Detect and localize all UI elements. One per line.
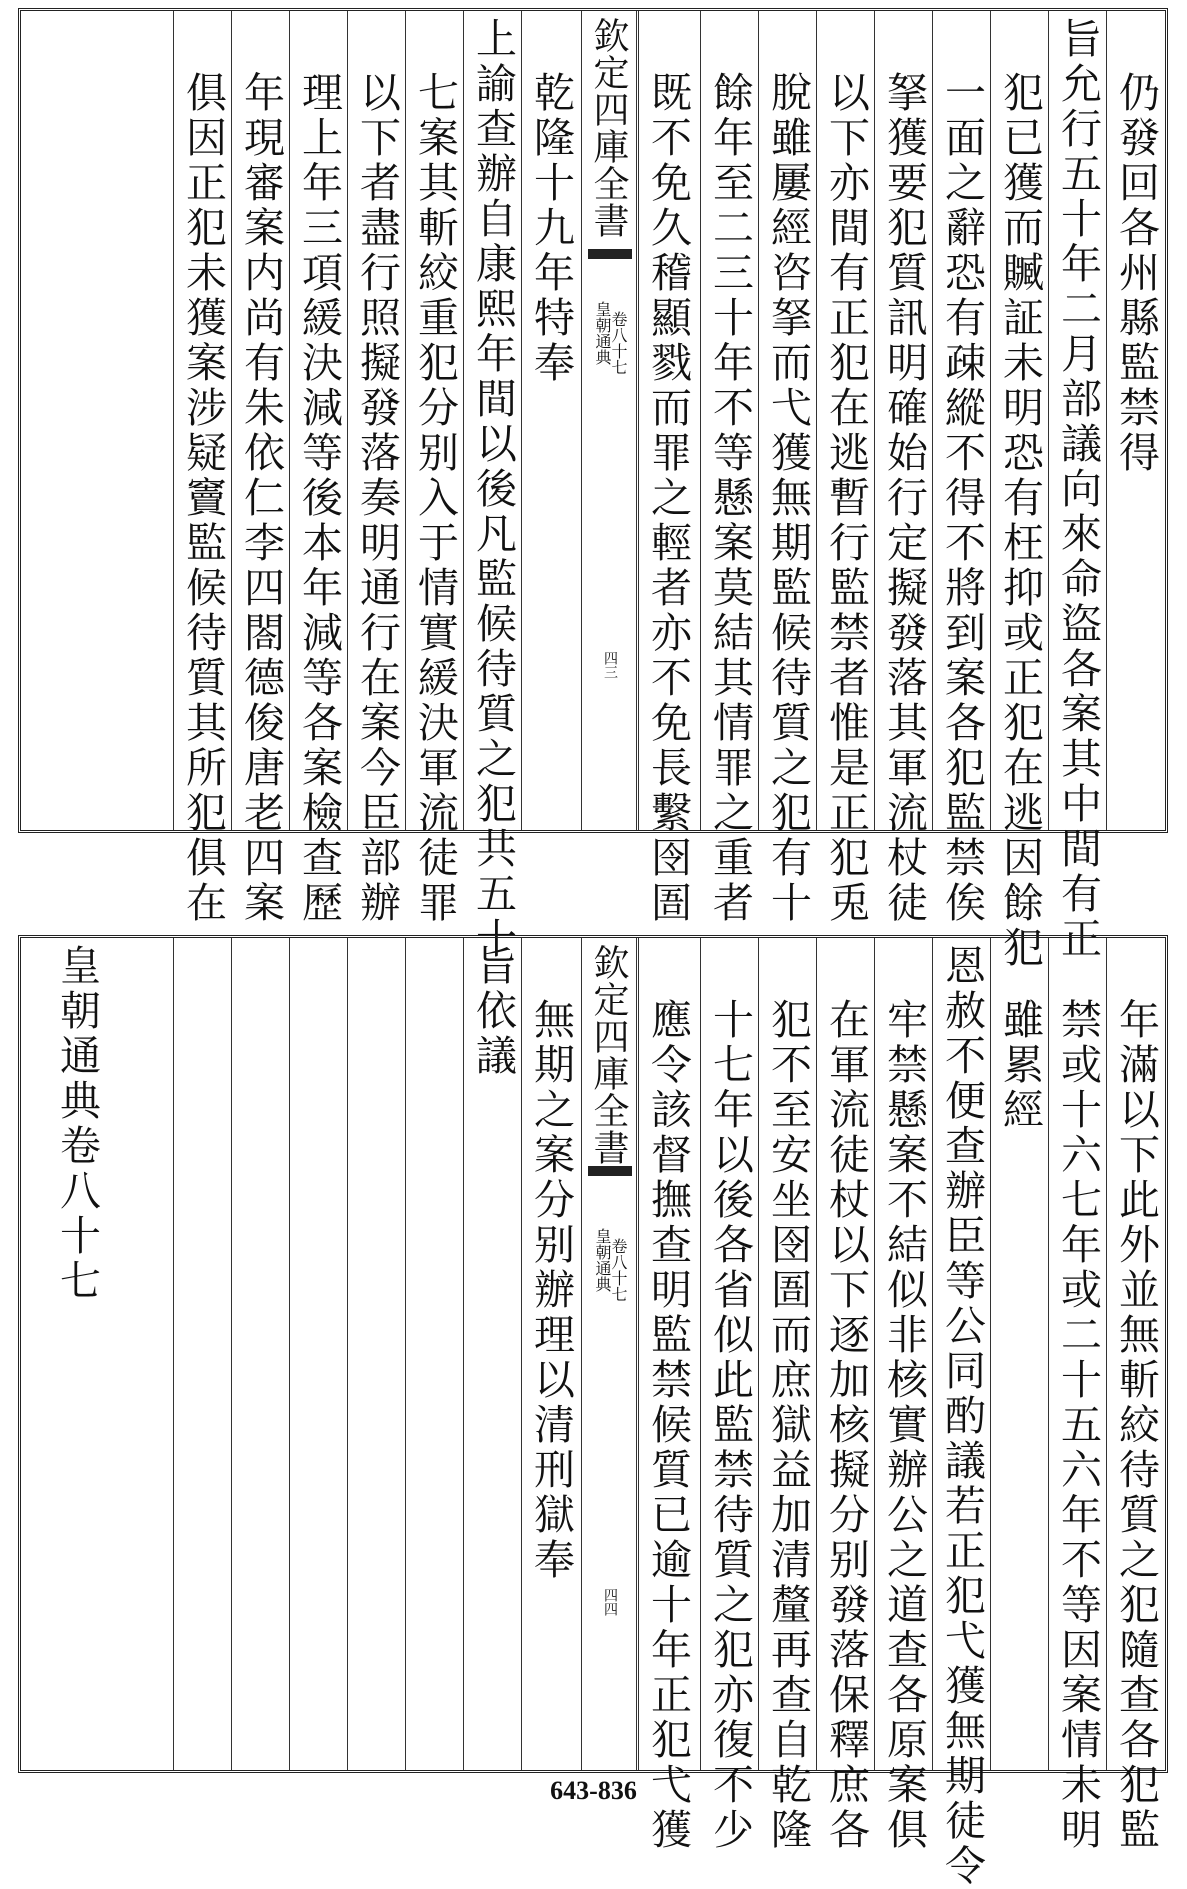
text-column xyxy=(1106,938,1164,1853)
column-text: 在軍流徒杖以下逐加核擬分别發落保釋庶各 xyxy=(822,998,870,1853)
volume-label: 卷八十七 xyxy=(609,311,628,375)
text-column xyxy=(289,11,347,926)
text-column xyxy=(990,11,1048,971)
text-column xyxy=(638,938,696,1853)
text-column xyxy=(1106,11,1164,830)
column-text: 乾隆十九年特奉 xyxy=(527,71,575,386)
column-text: 脫雖屢經咨拏而弋獲無期監候待質之犯有十 xyxy=(764,71,812,926)
column-text: 俱因正犯未獲案涉疑竇監候待質其所犯俱在 xyxy=(179,71,227,926)
column-text: 餘年至二三十年不等懸案莫結其情罪之重者 xyxy=(706,71,754,926)
column-text: 犯不至安坐囹圄而庶獄益加清釐再查自乾隆 xyxy=(764,998,812,1853)
fish-tail-mark xyxy=(588,249,632,259)
text-column xyxy=(990,938,1048,1770)
text-column xyxy=(816,11,874,926)
text-column xyxy=(700,11,758,926)
text-column xyxy=(758,938,816,1853)
column-text: 恩赦不便查辦臣等公同酌議若正犯弋獲無期徒令 xyxy=(938,944,986,1889)
column-text: 年現審案内尚有朱依仁李四閤德俊唐老四案 xyxy=(237,71,285,926)
folio-number: 四三 xyxy=(602,651,618,679)
book-subtitle: 皇朝通典 xyxy=(593,1228,612,1292)
book-subtitle: 皇朝通典 xyxy=(593,301,612,365)
column-text: 以下亦間有正犯在逃暫行監禁者惟是正犯兎 xyxy=(822,71,870,926)
column-text: 應令該督撫查明監禁候質已逾十年正犯弋獲 xyxy=(644,998,692,1853)
text-column xyxy=(289,938,347,1770)
text-column xyxy=(1048,11,1106,962)
column-text: 牢禁懸案不結似非核實辦公之道查各原案俱 xyxy=(880,998,928,1853)
text-column xyxy=(1048,938,1106,1853)
center-margin xyxy=(581,11,637,830)
center-margin xyxy=(581,938,637,1770)
page-number: 643-836 xyxy=(550,1776,637,1805)
column-text: 犯已獲而贓証未明恐有枉抑或正犯在逃因餘犯 xyxy=(996,71,1044,971)
text-column xyxy=(758,11,816,926)
column-text: 七案其斬絞重犯分别入于情實緩決軍流徒罪 xyxy=(411,71,459,926)
column-text: 年滿以下此外並無斬絞待質之犯隨查各犯監 xyxy=(1112,998,1160,1853)
text-column xyxy=(405,11,463,926)
text-column xyxy=(463,938,521,1770)
text-column xyxy=(347,11,405,926)
column-text: 十七年以後各省似此監禁待質之犯亦復不少 xyxy=(706,998,754,1853)
text-column xyxy=(173,11,231,926)
book-title: 欽定四庫全書 xyxy=(588,17,629,239)
text-column xyxy=(231,938,289,1770)
text-column xyxy=(932,938,990,1889)
text-column xyxy=(700,938,758,1853)
column-text: 既不免久稽顯戮而罪之輕者亦不免長繫囹圄 xyxy=(644,71,692,926)
top-page xyxy=(18,8,1168,971)
text-column xyxy=(53,938,231,1770)
text-column xyxy=(231,11,289,926)
text-column xyxy=(874,11,932,926)
text-column xyxy=(874,938,932,1853)
column-text: 旨依議 xyxy=(469,944,517,1079)
column-text: 上諭查辦自康熙年間以後凡監候待質之犯共五十 xyxy=(469,17,517,962)
column-text: 無期之案分别辦理以清刑獄奉 xyxy=(527,998,575,1583)
text-column xyxy=(521,938,579,1770)
text-column xyxy=(638,11,696,926)
column-text: 旨允行五十年二月部議向來命盜各案其中間有正 xyxy=(1054,17,1102,962)
text-column xyxy=(521,11,579,830)
column-text: 一面之辭恐有疎縱不得不將到案各犯監禁俟 xyxy=(938,71,986,926)
text-column xyxy=(816,938,874,1853)
column-text: 雖累經 xyxy=(996,998,1044,1133)
fish-tail-mark xyxy=(588,1166,632,1176)
text-column xyxy=(463,11,521,962)
column-text: 拏獲要犯質訊明確始行定擬發落其軍流杖徒 xyxy=(880,71,928,926)
text-column xyxy=(405,938,463,1770)
column-text: 禁或十六七年或二十五六年不等因案情未明 xyxy=(1054,998,1102,1853)
text-column xyxy=(932,11,990,926)
column-text: 理上年三項緩決減等後本年減等各案檢查歷 xyxy=(295,71,343,926)
column-text: 皇朝通典卷八十七 xyxy=(53,944,101,1304)
column-text: 仍發回各州縣監禁得 xyxy=(1112,71,1160,476)
column-text: 以下者盡行照擬發落奏明通行在案今臣部辦 xyxy=(353,71,401,926)
volume-label: 卷八十七 xyxy=(609,1238,628,1302)
book-title: 欽定四庫全書 xyxy=(588,944,629,1166)
text-column xyxy=(347,938,405,1770)
folio-number: 四四 xyxy=(602,1588,618,1616)
